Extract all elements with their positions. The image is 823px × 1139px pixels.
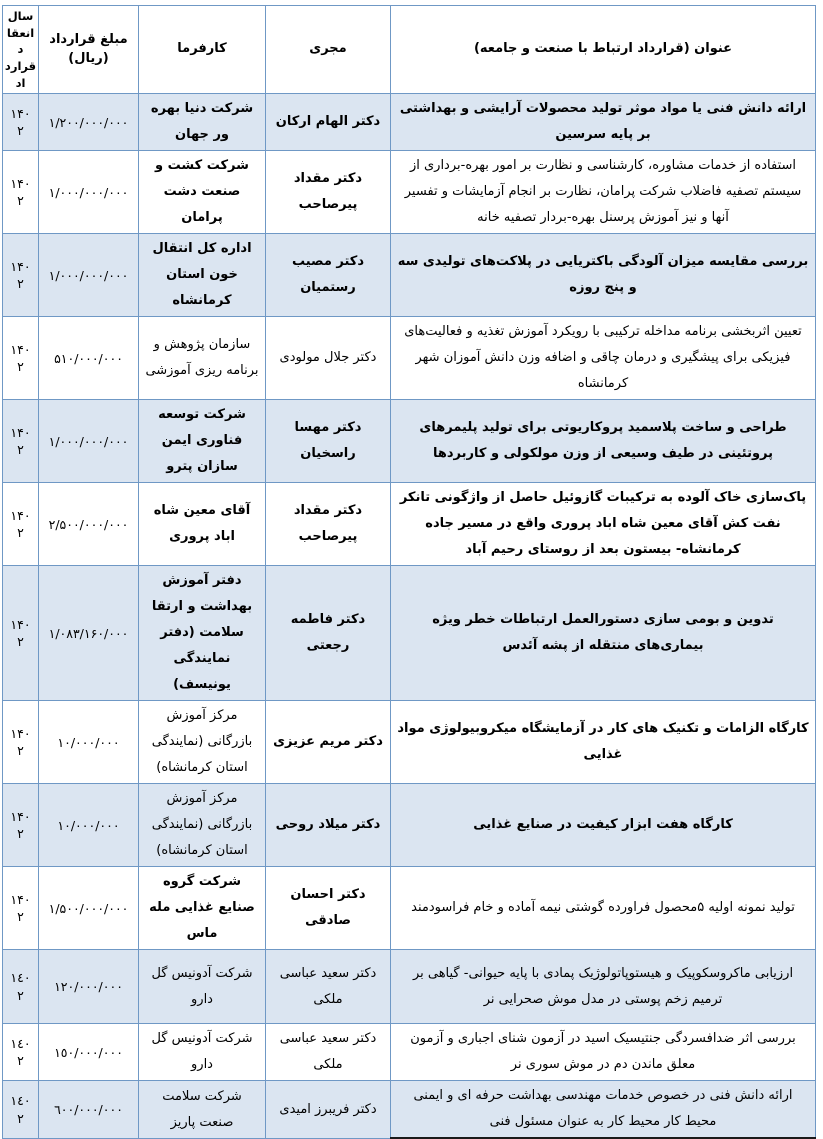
- cell-executor: دکتر مریم عزیزی: [266, 701, 391, 784]
- cell-employer: دفتر آموزش بهداشت و ارتقا سلامت (دفتر نمایندگی یونیسف): [139, 566, 266, 701]
- cell-amount: ۱۰/۰۰۰/۰۰۰: [39, 701, 139, 784]
- cell-employer: شرکت دنیا بهره ور جهان: [139, 94, 266, 151]
- cell-title: استفاده از خدمات مشاوره، کارشناسی و نظارت بر امور بهره-برداری از سیستم تصفیه فاضلاب شرکت پرامان، نظارت بر انجام آزمایشات و تفسیر آنها و نیز آموزش پرسنل بهره-بردار تصفیه خانه: [391, 151, 816, 234]
- cell-year: ۱۴۰۲: [3, 566, 39, 701]
- cell-amount: ۱/۰۰۰/۰۰۰/۰۰۰: [39, 151, 139, 234]
- cell-title: بررسی مقایسه میزان آلودگی باکتریایی در پلاکت‌های تولیدی سه و پنج روزه: [391, 234, 816, 317]
- table-row: [3, 1081, 816, 1139]
- cell-title: ارزیابی ماکروسکوپیک و هیستوپاتولوژیک پمادی با پایه حیوانی- گیاهی بر ترمیم زخم پوستی در مدل موش صحرایی نر: [391, 950, 816, 1024]
- cell-executor: دکتر میلاد روحی: [266, 784, 391, 867]
- cell-executor: دکتر مهسا راسخیان: [266, 400, 391, 483]
- cell-amount: ۱/۰۰۰/۰۰۰/۰۰۰: [39, 400, 139, 483]
- cell-employer: اداره کل انتقال خون استان کرمانشاه: [139, 234, 266, 317]
- cell-year: ۱۴۰۲: [3, 701, 39, 784]
- table-row: [3, 234, 816, 317]
- cell-executor: دکتر الهام ارکان: [266, 94, 391, 151]
- cell-year: ۱۴۰۲: [3, 94, 39, 151]
- cell-employer: آقای معین شاه اباد پروری: [139, 483, 266, 566]
- cell-amount: ١٥٠/٠٠٠/٠٠٠: [39, 1024, 139, 1081]
- table-row: [3, 784, 816, 867]
- cell-executor: دکتر فاطمه رجعتی: [266, 566, 391, 701]
- cell-amount: ۱/۵۰۰/۰۰۰/۰۰۰: [39, 867, 139, 950]
- cell-executor: دکتر جلال مولودی: [266, 317, 391, 400]
- cell-employer: شرکت آدونیس گل دارو: [139, 1024, 266, 1081]
- cell-employer: شرکت آدونیس گل دارو: [139, 950, 266, 1024]
- cell-title: بررسی اثر ضدافسردگی جنتیسیک اسید در آزمون شنای اجباری و آزمون معلق ماندن دم در موش سوری نر: [391, 1024, 816, 1081]
- cell-amount: ۲/۵۰۰/۰۰۰/۰۰۰: [39, 483, 139, 566]
- cell-year: ۱۴۰۲: [3, 317, 39, 400]
- table-row: [3, 400, 816, 483]
- cell-year: ۱۴۰۲: [3, 400, 39, 483]
- table-row: [3, 566, 816, 701]
- cell-employer: شرکت کشت و صنعت دشت پرامان: [139, 151, 266, 234]
- table-row: [3, 950, 816, 1024]
- cell-amount: ۱/۰۰۰/۰۰۰/۰۰۰: [39, 234, 139, 317]
- cell-title: تدوین و بومی سازی دستورالعمل ارتباطات خطر ویژه بیماری‌های منتقله از پشه آئدس: [391, 566, 816, 701]
- cell-title: کارگاه الزامات و تکنیک های کار در آزمایشگاه میکروبیولوژی مواد غذایی: [391, 701, 816, 784]
- cell-employer: مرکز آموزش بازرگانی (نمایندگی استان کرمانشاه): [139, 784, 266, 867]
- cell-executor: دکتر مصیب رستمیان: [266, 234, 391, 317]
- contracts-table: [2, 5, 816, 1139]
- table-row: [3, 151, 816, 234]
- cell-title: ارائه دانش فنی یا مواد موثر تولید محصولات آرایشی و بهداشتی بر پایه سرسین: [391, 94, 816, 151]
- header-row: [3, 6, 816, 94]
- cell-year: ۱۴۰۲: [3, 234, 39, 317]
- cell-amount: ۱/۰۸۳/۱۶۰/۰۰۰: [39, 566, 139, 701]
- cell-title: ارائه دانش فنی در خصوص خدمات مهندسی بهداشت حرفه ای و ایمنی محیط کار محیط کار به عنوان مسئول فنی: [391, 1081, 816, 1139]
- cell-executor: دکتر فریبرز امیدی: [266, 1081, 391, 1139]
- cell-employer: شرکت گروه صنایع غذایی مله ماس: [139, 867, 266, 950]
- cell-employer: شرکت سلامت صنعت پاریز: [139, 1081, 266, 1139]
- cell-title: تعیین اثربخشی برنامه مداخله ترکیبی با رویکرد آموزش تغذیه و فعالیت‌های فیزیکی برای پیشگیری و درمان چاقی و اضافه وزن دانش آموزان شهر کرمانشاه: [391, 317, 816, 400]
- cell-executor: دکتر مقداد پیرصاحب: [266, 151, 391, 234]
- cell-amount: ٦٠٠/٠٠٠/٠٠٠: [39, 1081, 139, 1139]
- cell-employer: مرکز آموزش بازرگانی (نمایندگی استان کرمانشاه): [139, 701, 266, 784]
- header-executor: مجری: [266, 6, 391, 94]
- header-amount: مبلغ قرارداد (ریال): [39, 6, 139, 94]
- cell-executor: دکتر احسان صادقی: [266, 867, 391, 950]
- table-row: [3, 317, 816, 400]
- header-employer: کارفرما: [139, 6, 266, 94]
- cell-title: کارگاه هفت ابزار کیفیت در صنایع غذایی: [391, 784, 816, 867]
- cell-executor: دکتر سعید عباسی ملکی: [266, 1024, 391, 1081]
- table-row: [3, 867, 816, 950]
- header-year: سال انعقاد قرارداد: [3, 6, 39, 94]
- table-row: [3, 483, 816, 566]
- cell-title: طراحی و ساخت پلاسمید پروکاریوتی برای تولید پلیمرهای پروتئینی در طیف وسیعی از وزن مولکولی و کاربردها: [391, 400, 816, 483]
- cell-year: ۱۴۰۲: [3, 867, 39, 950]
- cell-employer: شرکت توسعه فناوری ایمن سازان پترو: [139, 400, 266, 483]
- cell-year: ١٤٠٢: [3, 1024, 39, 1081]
- cell-employer: سازمان پژوهش و برنامه ریزی آموزشی: [139, 317, 266, 400]
- table-row: [3, 94, 816, 151]
- cell-title: تولید نمونه اولیه ۵محصول فراورده گوشتی نیمه آماده و خام فراسودمند: [391, 867, 816, 950]
- cell-amount: ١٢٠/٠٠٠/٠٠٠: [39, 950, 139, 1024]
- header-title: عنوان (قرارداد ارتباط با صنعت و جامعه): [391, 6, 816, 94]
- cell-amount: ۵۱۰/۰۰۰/۰۰۰: [39, 317, 139, 400]
- table-row: [3, 701, 816, 784]
- cell-year: ۱۴۰۲: [3, 784, 39, 867]
- cell-executor: دکتر مقداد پیرصاحب: [266, 483, 391, 566]
- cell-executor: دکتر سعید عباسی ملکی: [266, 950, 391, 1024]
- cell-year: ١٤٠٢: [3, 950, 39, 1024]
- cell-year: ۱۴۰۲: [3, 151, 39, 234]
- cell-year: ١٤٠٢: [3, 1081, 39, 1139]
- table-row: [3, 1024, 816, 1081]
- cell-title: پاک‌سازی خاک آلوده به ترکیبات گازوئیل حاصل از واژگونی تانکر نفت کش آقای معین شاه اباد پروری واقع در مسیر جاده کرمانشاه- بیستون بعد از روستای رحیم آباد: [391, 483, 816, 566]
- cell-amount: ۱۰/۰۰۰/۰۰۰: [39, 784, 139, 867]
- cell-year: ۱۴۰۲: [3, 483, 39, 566]
- cell-amount: ۱/۲۰۰/۰۰۰/۰۰۰: [39, 94, 139, 151]
